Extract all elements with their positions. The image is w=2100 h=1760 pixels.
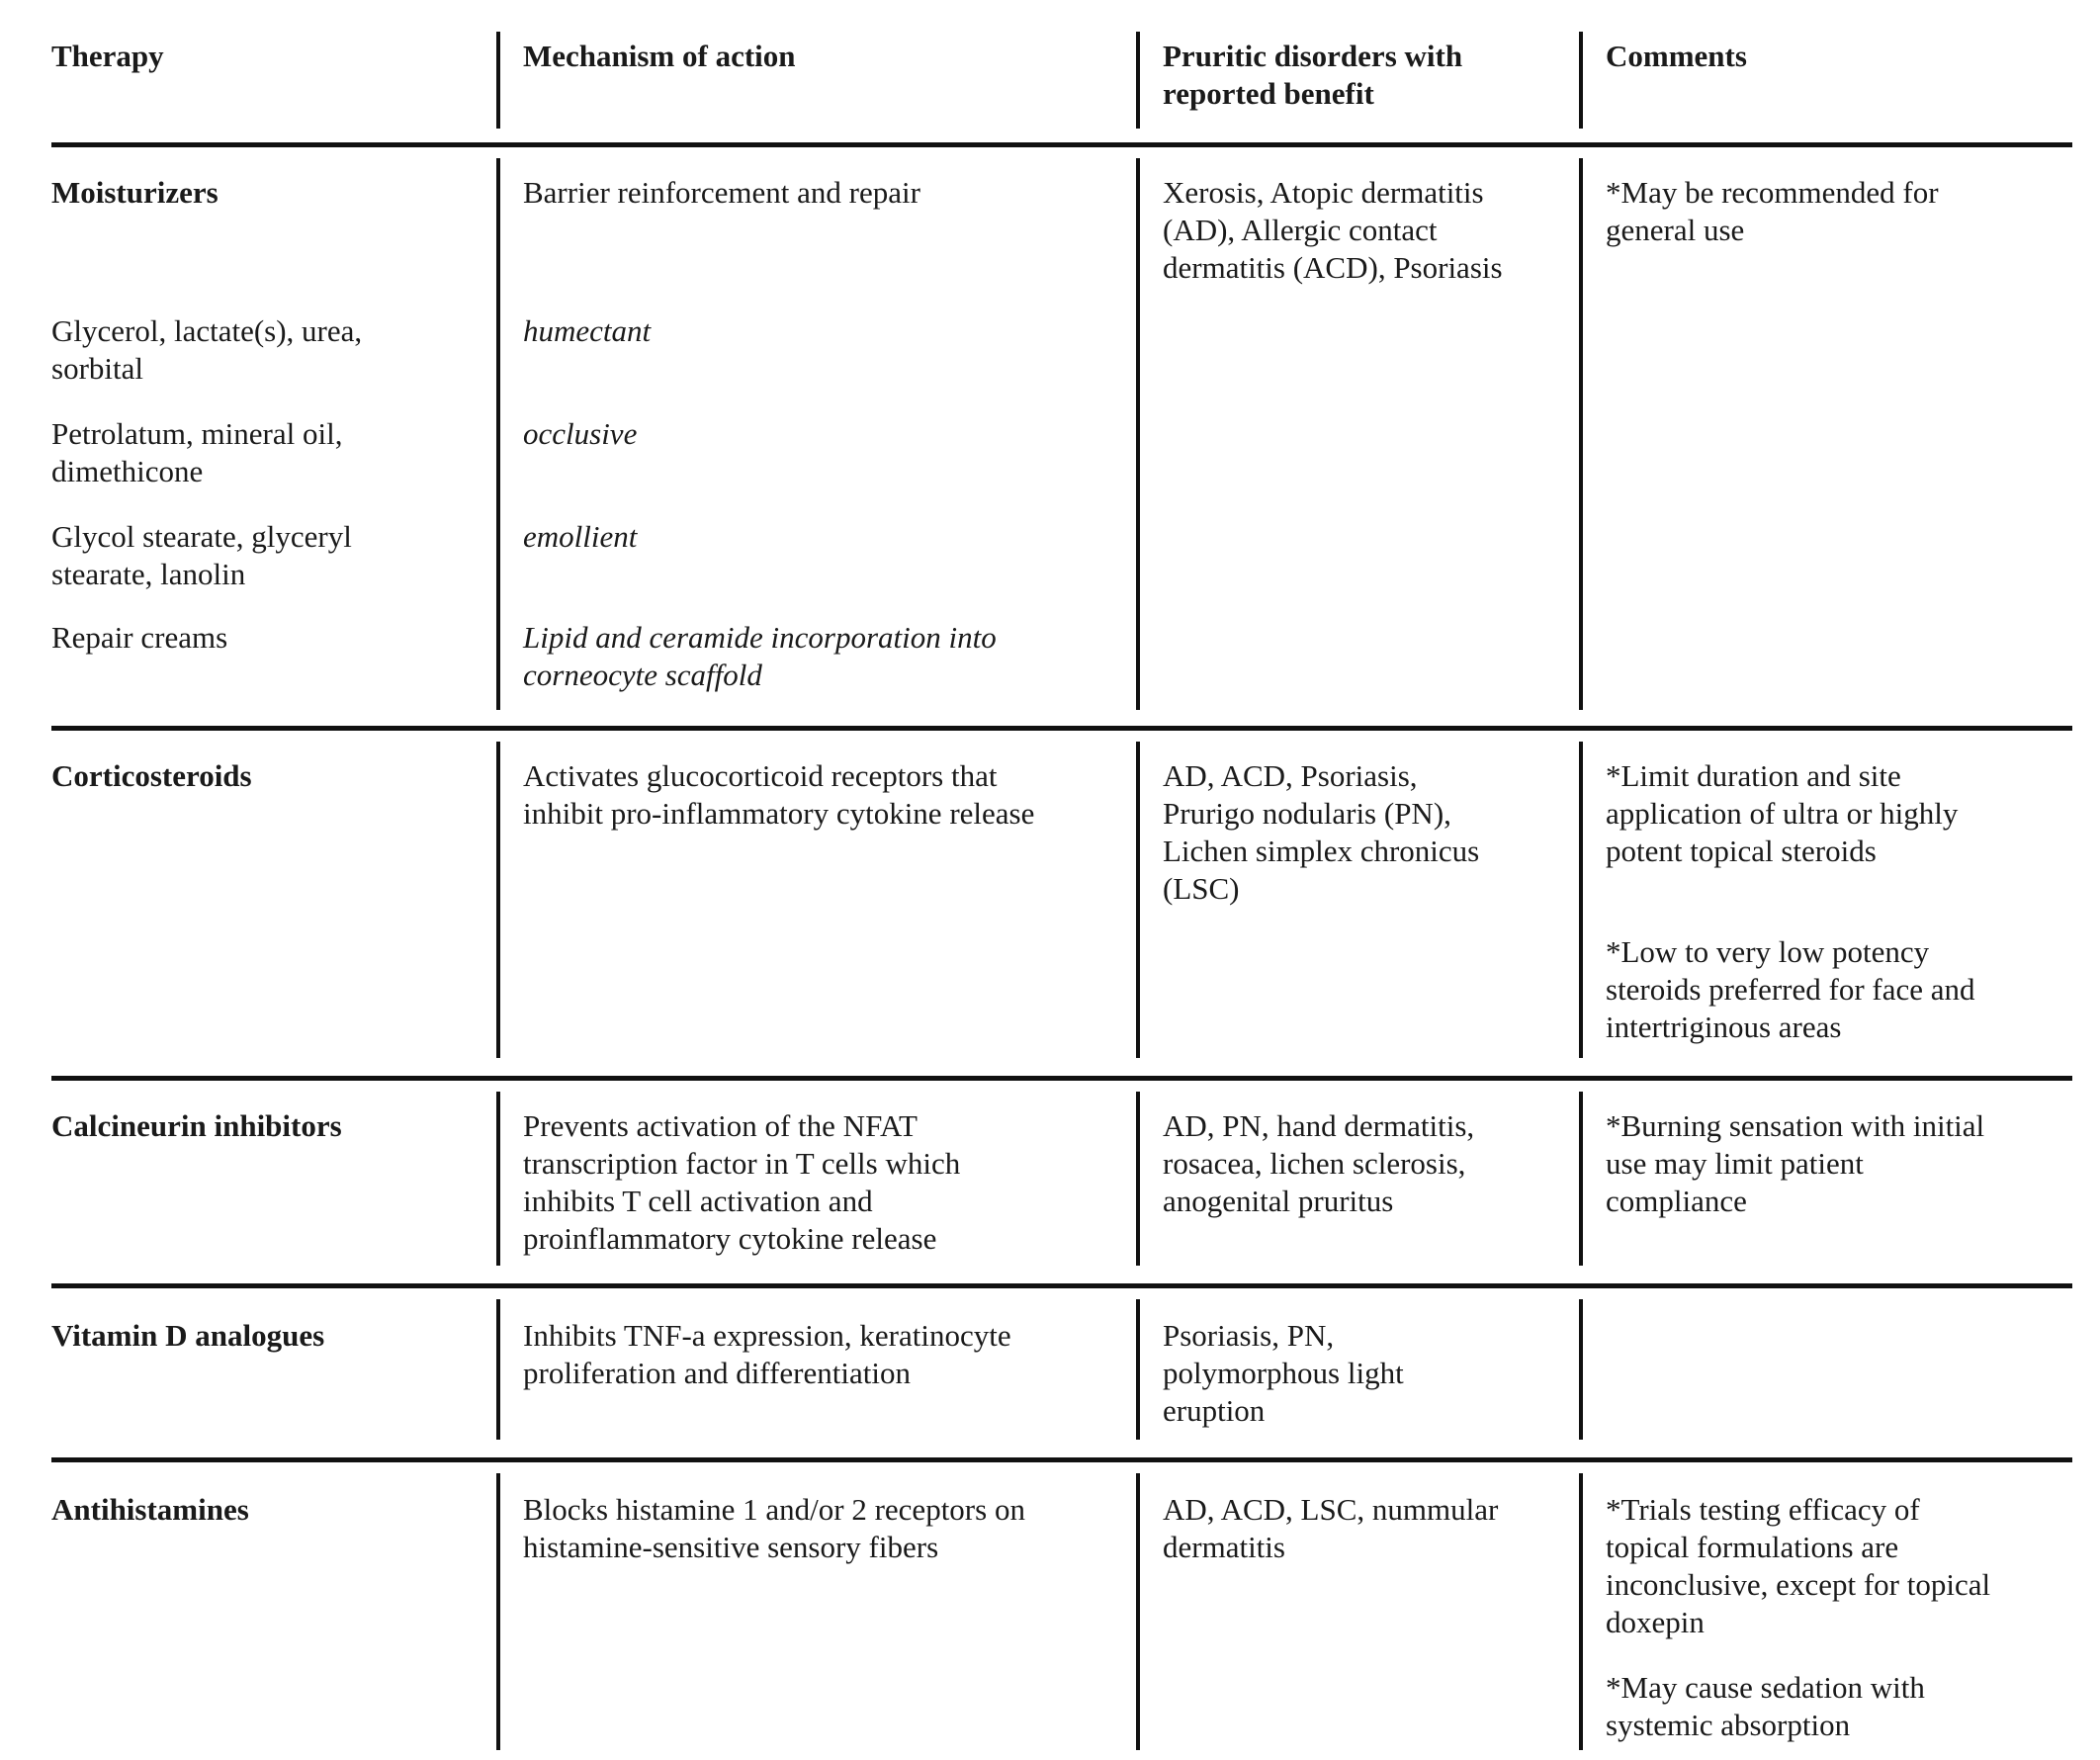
disorders-line: Prurigo nodularis (PN),: [1163, 796, 1451, 831]
mechanism-line: Blocks histamine 1 and/or 2 receptors on: [523, 1492, 1025, 1527]
col-divider: [1579, 742, 1583, 1058]
disorders-line: (LSC): [1163, 871, 1240, 906]
sub-therapy-line: Petrolatum, mineral oil,: [51, 416, 343, 451]
mechanism-line: Prevents activation of the NFAT: [523, 1108, 918, 1143]
col-divider: [1136, 32, 1140, 129]
sub-mechanism-emollient: emollient: [523, 519, 638, 554]
mechanism-line: Activates glucocorticoid receptors that: [523, 758, 998, 793]
comments-line: steroids preferred for face and: [1606, 972, 1975, 1007]
header-rule: [51, 142, 2072, 147]
comments-antihistamines-2: [1606, 1669, 1925, 1744]
sub-therapy-line: Glycol stearate, glyceryl: [51, 519, 352, 554]
disorders-vitamin-d: [1163, 1317, 1404, 1430]
comments-corticosteroids-2: [1606, 933, 1975, 1046]
header-therapy: Therapy: [51, 39, 164, 73]
disorders-line: dermatitis (ACD), Psoriasis: [1163, 250, 1503, 285]
comments-corticosteroids-1: [1606, 757, 1958, 870]
comments-line: compliance: [1606, 1184, 1747, 1218]
mechanism-line: histamine-sensitive sensory fibers: [523, 1530, 939, 1564]
disorders-line: Xerosis, Atopic dermatitis: [1163, 175, 1484, 210]
col-divider: [1136, 158, 1140, 710]
disorders-line: Lichen simplex chronicus: [1163, 834, 1480, 868]
mechanism-line: inhibit pro-inflammatory cytokine release: [523, 796, 1035, 831]
mechanism-line: proinflammatory cytokine release: [523, 1221, 937, 1256]
disorders-line: polymorphous light: [1163, 1356, 1404, 1390]
mechanism-antihistamines: [523, 1491, 1025, 1566]
sub-therapy-emollients: [51, 518, 352, 593]
therapy-corticosteroids: Corticosteroids: [51, 758, 252, 793]
col-divider: [496, 32, 500, 129]
row-rule-calcineurin: [51, 1076, 2072, 1081]
col-divider: [1136, 1299, 1140, 1440]
comments-line: *Trials testing efficacy of: [1606, 1492, 1920, 1527]
sub-therapy-line: stearate, lanolin: [51, 557, 246, 591]
header-comments: Comments: [1606, 39, 1747, 73]
disorders-line: anogenital pruritus: [1163, 1184, 1394, 1218]
disorders-line: AD, ACD, Psoriasis,: [1163, 758, 1418, 793]
row-rule-antihistamines: [51, 1457, 2072, 1462]
sub-therapy-occlusives: [51, 415, 342, 490]
col-divider: [496, 1092, 500, 1266]
col-divider: [496, 1473, 500, 1750]
comments-calcineurin: [1606, 1107, 1984, 1220]
sub-mechanism-occlusive: occlusive: [523, 416, 638, 451]
therapy-calcineurin: Calcineurin inhibitors: [51, 1108, 342, 1143]
comments-line: inconclusive, except for topical: [1606, 1567, 1991, 1602]
col-divider: [1579, 1299, 1583, 1440]
disorders-calcineurin: [1163, 1107, 1474, 1220]
sub-mechanism-line: corneocyte scaffold: [523, 658, 762, 692]
comments-line: use may limit patient: [1606, 1146, 1864, 1181]
sub-mechanism-repair: [523, 619, 997, 694]
comments-line: *Low to very low potency: [1606, 934, 1930, 969]
disorders-line: eruption: [1163, 1393, 1266, 1428]
mechanism-moisturizers: Barrier reinforcement and repair: [523, 175, 920, 210]
disorders-line: AD, PN, hand dermatitis,: [1163, 1108, 1475, 1143]
mechanism-line: proliferation and differentiation: [523, 1356, 911, 1390]
header-disorders-line: reported benefit: [1163, 76, 1374, 111]
therapy-moisturizers: Moisturizers: [51, 175, 219, 210]
header-disorders: [1163, 38, 1462, 113]
col-divider: [1136, 1092, 1140, 1266]
sub-mechanism-line: Lipid and ceramide incorporation into: [523, 620, 997, 655]
header-disorders-line: Pruritic disorders with: [1163, 39, 1463, 73]
col-divider: [1136, 1473, 1140, 1750]
comments-line: intertriginous areas: [1606, 1010, 1842, 1044]
header-mechanism: Mechanism of action: [523, 39, 796, 73]
comments-antihistamines-1: [1606, 1491, 1990, 1641]
comments-line: *May be recommended for: [1606, 175, 1939, 210]
sub-therapy-repair-creams: Repair creams: [51, 620, 228, 655]
mechanism-line: inhibits T cell activation and: [523, 1184, 873, 1218]
col-divider: [496, 158, 500, 710]
therapy-vitamin-d: Vitamin D analogues: [51, 1318, 325, 1353]
disorders-corticosteroids: [1163, 757, 1479, 908]
sub-therapy-humectants: [51, 312, 362, 388]
mechanism-line: Inhibits TNF-a expression, keratinocyte: [523, 1318, 1011, 1353]
sub-therapy-line: sorbital: [51, 351, 143, 386]
col-divider: [496, 742, 500, 1058]
disorders-line: AD, ACD, LSC, nummular: [1163, 1492, 1499, 1527]
col-divider: [1579, 158, 1583, 710]
disorders-line: (AD), Allergic contact: [1163, 213, 1438, 247]
disorders-line: Psoriasis, PN,: [1163, 1318, 1335, 1353]
col-divider: [496, 1299, 500, 1440]
comments-line: *May cause sedation with: [1606, 1670, 1925, 1705]
comments-line: doxepin: [1606, 1605, 1705, 1639]
comments-line: application of ultra or highly: [1606, 796, 1959, 831]
disorders-line: rosacea, lichen sclerosis,: [1163, 1146, 1466, 1181]
col-divider: [1136, 742, 1140, 1058]
mechanism-vitamin-d: [523, 1317, 1011, 1392]
comments-line: systemic absorption: [1606, 1708, 1851, 1742]
col-divider: [1579, 32, 1583, 129]
comments-line: potent topical steroids: [1606, 834, 1877, 868]
disorders-antihistamines: [1163, 1491, 1498, 1566]
col-divider: [1579, 1092, 1583, 1266]
sub-therapy-line: dimethicone: [51, 454, 204, 488]
row-rule-vitamin-d: [51, 1283, 2072, 1288]
therapy-antihistamines: Antihistamines: [51, 1492, 249, 1527]
comments-line: topical formulations are: [1606, 1530, 1899, 1564]
mechanism-calcineurin: [523, 1107, 960, 1258]
comments-line: general use: [1606, 213, 1745, 247]
row-rule-corticosteroids: [51, 726, 2072, 731]
comments-line: *Burning sensation with initial: [1606, 1108, 1985, 1143]
disorders-moisturizers: [1163, 174, 1503, 287]
sub-therapy-line: Glycerol, lactate(s), urea,: [51, 313, 363, 348]
mechanism-corticosteroids: [523, 757, 1034, 833]
mechanism-line: transcription factor in T cells which: [523, 1146, 961, 1181]
sub-mechanism-humectant: humectant: [523, 313, 652, 348]
comments-line: *Limit duration and site: [1606, 758, 1901, 793]
col-divider: [1579, 1473, 1583, 1750]
comments-moisturizers: [1606, 174, 1939, 249]
disorders-line: dermatitis: [1163, 1530, 1285, 1564]
